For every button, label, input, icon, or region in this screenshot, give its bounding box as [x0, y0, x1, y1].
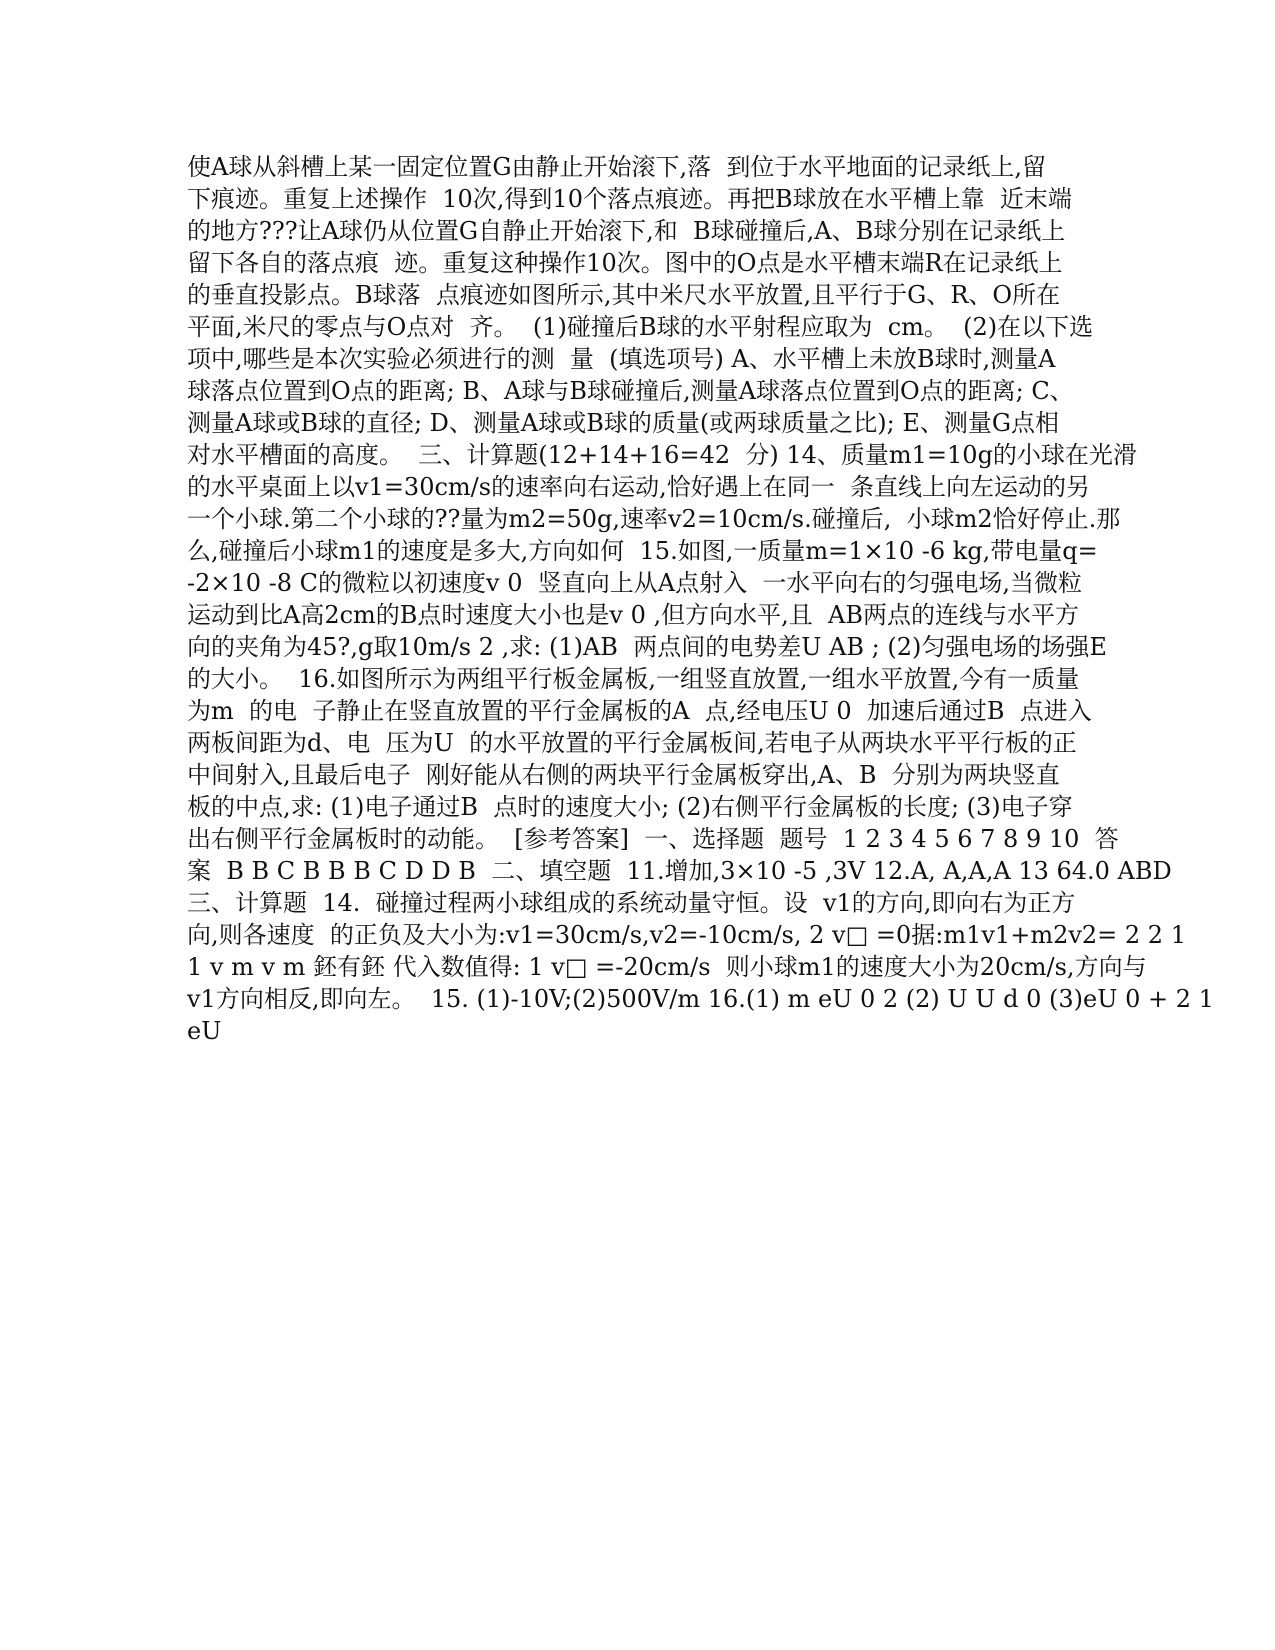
- text-line: 三、计算题 14. 碰撞过程两小球组成的系统动量守恒。设 v1的方向,即向右为正方: [187, 889, 1076, 917]
- text-line: 为m 的电 子静止在竖直放置的平行金属板的A 点,经电压U 0 加速后通过B 点进入: [187, 697, 1092, 725]
- text-line: 使A球从斜槽上某一固定位置G由静止开始滚下,落 到位于水平地面的记录纸上,留: [187, 153, 1047, 181]
- text-line: 的垂直投影点。B球落 点痕迹如图所示,其中米尺水平放置,且平行于G、R、O所在: [187, 281, 1061, 309]
- text-line: 留下各自的落点痕 迹。重复这种操作10次。图中的O点是水平槽末端R在记录纸上: [187, 249, 1063, 277]
- text-line: 1 v m v m 鉟有鉟 代入数值得: 1 v□ =-20cm/s 则小球m1的速度大小为20cm/s,方向与: [187, 953, 1147, 981]
- text-line: 案 B B C B B B C D D B 二、填空题 11.增加,3×10 -5 ,3V 12.A, A,A,A 13 64.0 ABD: [187, 857, 1172, 885]
- text-line: v1方向相反,即向左。 15. (1)-10V;(2)500V/m 16.(1) m eU 0 2 (2) U U d 0 (3)eU 0 + 2 1: [187, 985, 1214, 1013]
- document-body: [187, 151, 1214, 1047]
- text-line: eU: [187, 1017, 222, 1045]
- text-line: 平面,米尺的零点与O点对 齐。 (1)碰撞后B球的水平射程应取为 cm。 (2)在以下选: [187, 313, 1094, 341]
- text-line: 运动到比A高2cm的B点时速度大小也是v 0 ,但方向水平,且 AB两点的连线与水平方: [187, 601, 1080, 629]
- text-line: 向的夹角为45?,g取10m/s 2 ,求: (1)AB 两点间的电势差U AB ; (2)匀强电场的场强E: [187, 633, 1107, 661]
- text-line: 下痕迹。重复上述操作 10次,得到10个落点痕迹。再把B球放在水平槽上靠 近末端: [187, 185, 1072, 213]
- text-line: 么,碰撞后小球m1的速度是多大,方向如何 15.如图,一质量m=1×10 -6 kg,带电量q=: [187, 537, 1098, 565]
- text-line: 出右侧平行金属板时的动能。 [参考答案] 一、选择题 题号 1 2 3 4 5 6 7 8 9 10 答: [187, 825, 1119, 853]
- text-line: 向,则各速度 的正负及大小为:v1=30cm/s,v2=-10cm/s, 2 v□ =0据:m1v1+m2v2= 2 2 1: [187, 921, 1186, 949]
- text-line: 的地方???让A球仍从位置G自静止开始滚下,和 B球碰撞后,A、B球分别在记录纸上: [187, 217, 1066, 245]
- text-line: 对水平槽面的高度。 三、计算题(12+14+16=42 分) 14、质量m1=10g的小球在光滑: [187, 441, 1137, 469]
- text-line: 板的中点,求: (1)电子通过B 点时的速度大小; (2)右侧平行金属板的长度; (3)电子穿: [187, 793, 1073, 821]
- text-line: 的大小。 16.如图所示为两组平行板金属板,一组竖直放置,一组水平放置,今有一质量: [187, 665, 1080, 693]
- text-line: 球落点位置到O点的距离; B、A球与B球碰撞后,测量A球落点位置到O点的距离; C、: [187, 377, 1074, 405]
- text-line: 一个小球.第二个小球的??量为m2=50g,速率v2=10cm/s.碰撞后, 小球m2恰好停止.那: [187, 505, 1121, 533]
- text-line: 中间射入,且最后电子 刚好能从右侧的两块平行金属板穿出,A、B 分别为两块竖直: [187, 761, 1060, 789]
- text-line: 的水平桌面上以v1=30cm/s的速率向右运动,恰好遇上在同一 条直线上向左运动的另: [187, 473, 1090, 501]
- text-line: -2×10 -8 C的微粒以初速度v 0 竖直向上从A点射入 一水平向右的匀强电场,当微粒: [187, 569, 1082, 597]
- text-line: 测量A球或B球的直径; D、测量A球或B球的质量(或两球质量之比); E、测量G点相: [187, 409, 1060, 437]
- text-line: 两板间距为d、电 压为U 的水平放置的平行金属板间,若电子从两块水平平行板的正: [187, 729, 1077, 757]
- text-line: 项中,哪些是本次实验必须进行的测 量 (填选项号) A、水平槽上未放B球时,测量A: [187, 345, 1056, 373]
